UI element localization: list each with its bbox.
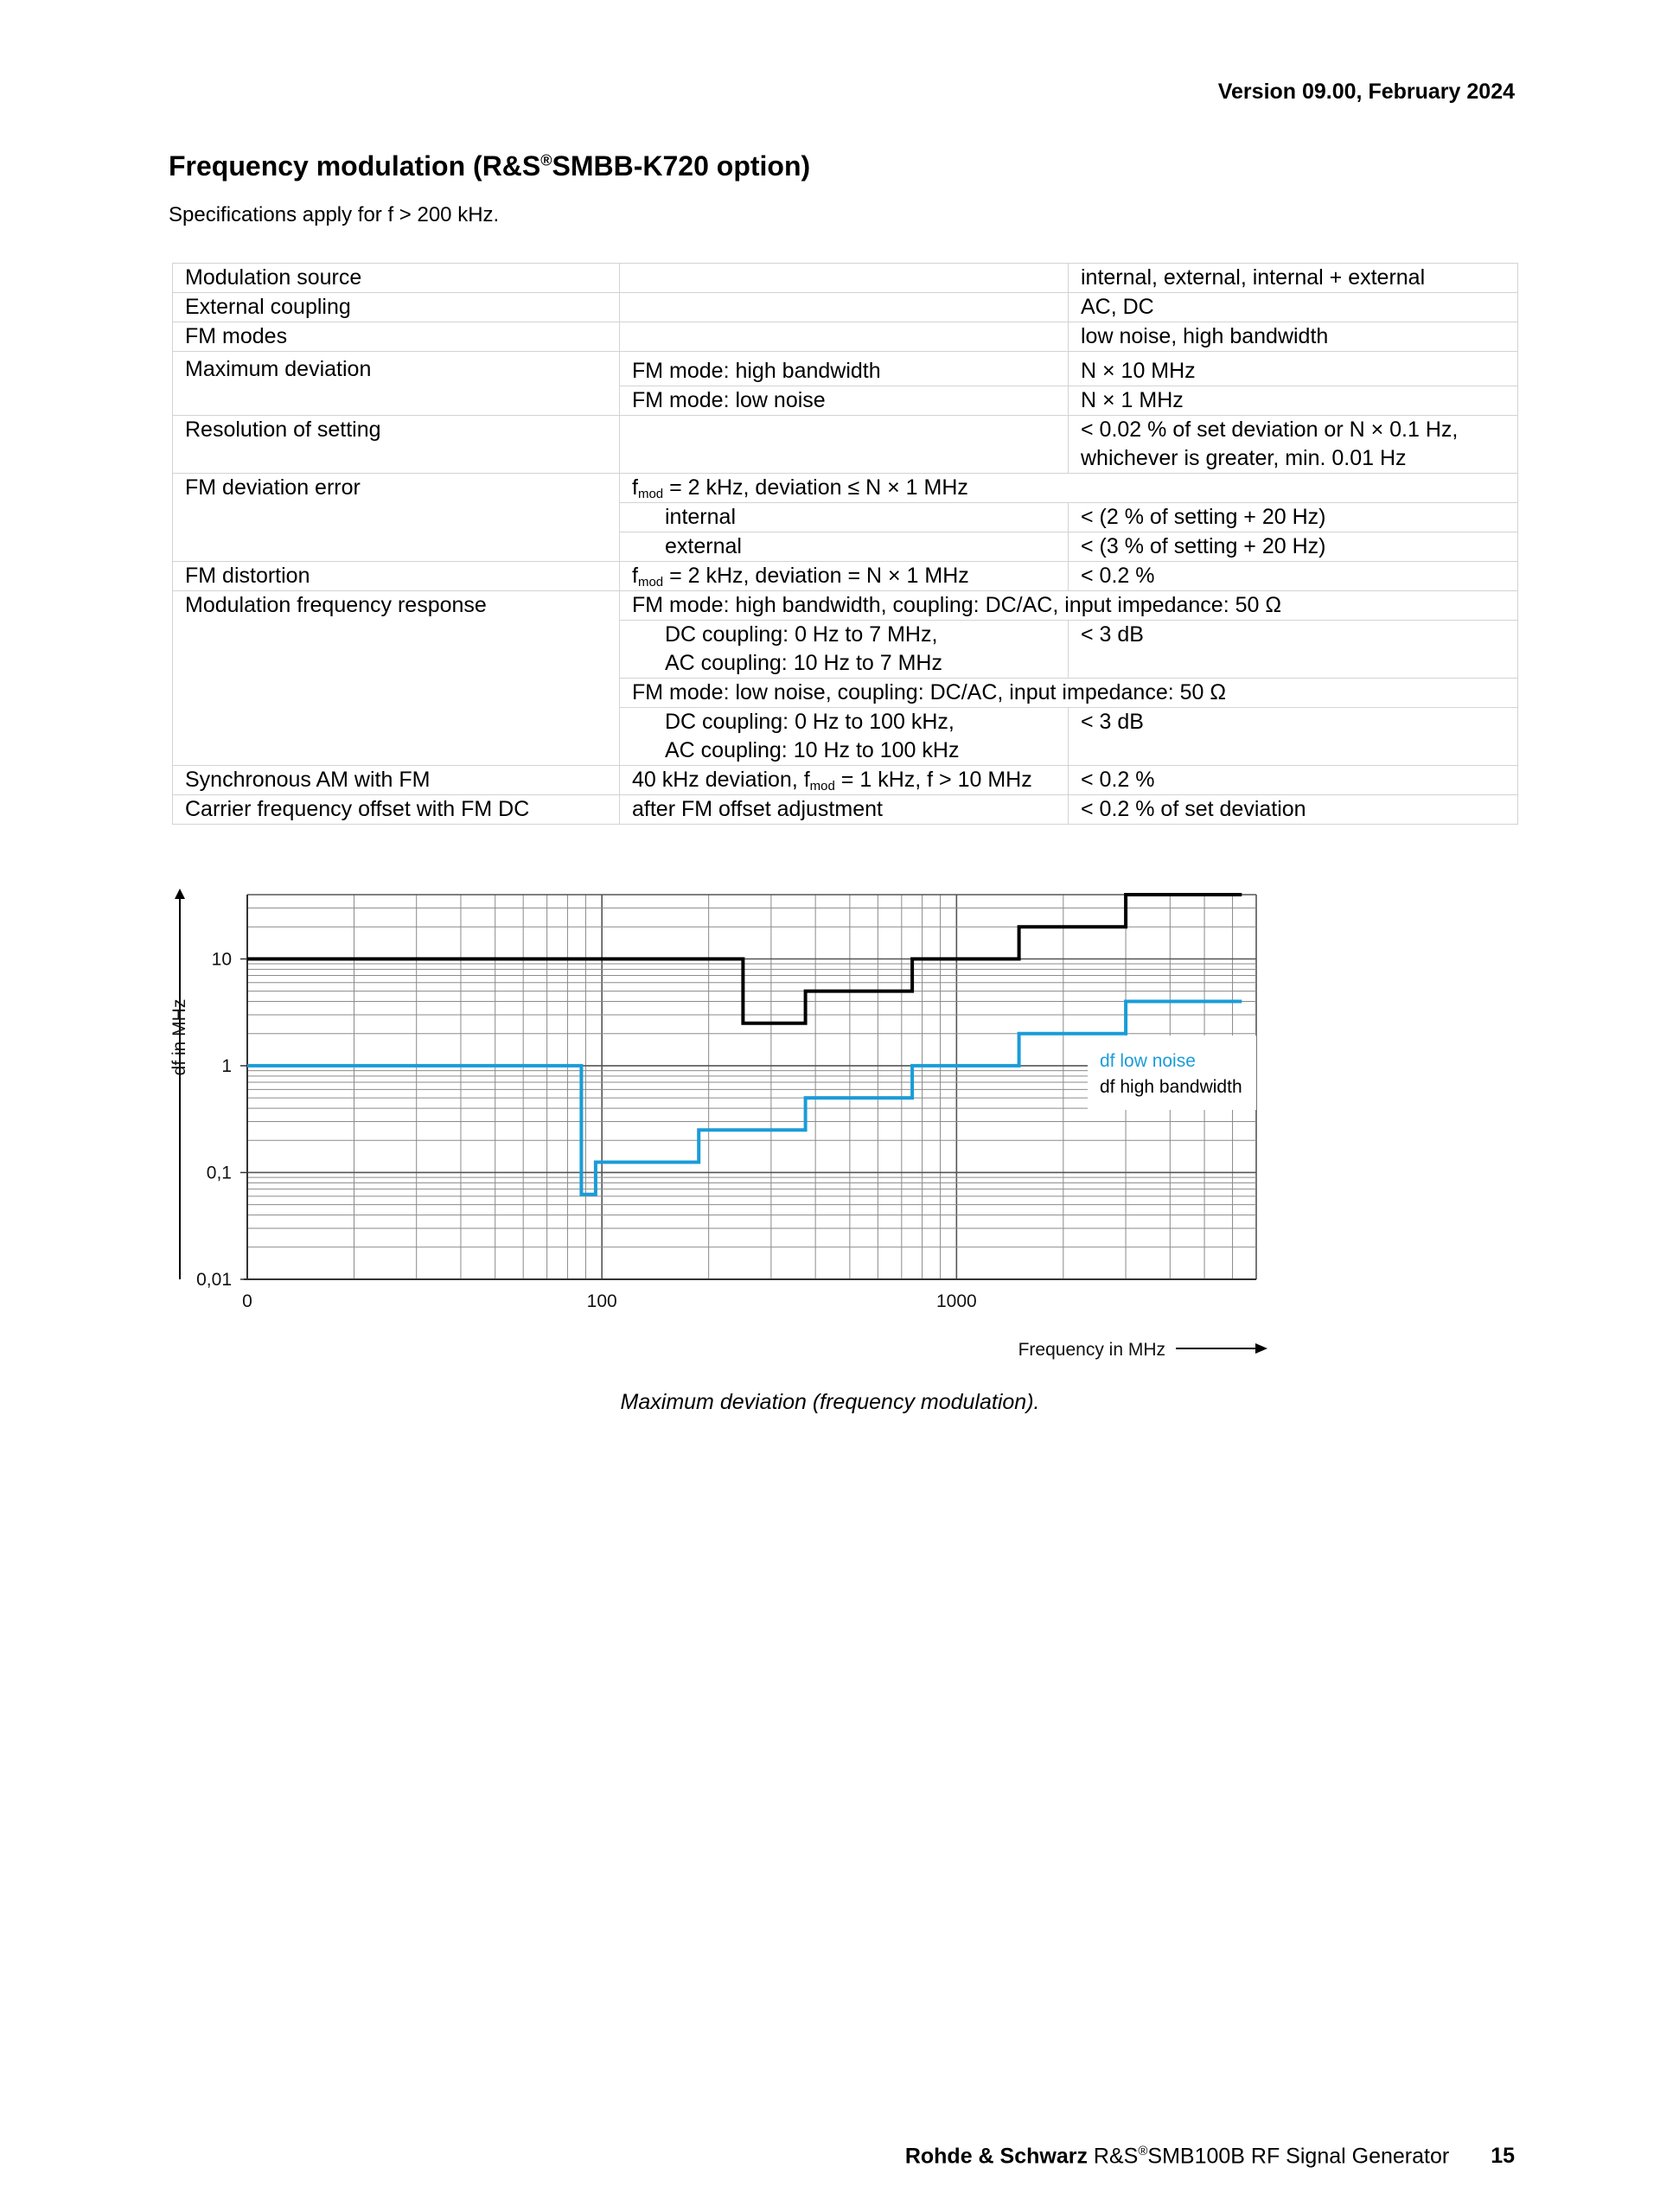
- condition-text: = 1 kHz, f > 10 MHz: [834, 768, 1032, 792]
- value-cell: < (2 % of setting + 20 Hz): [1069, 503, 1518, 532]
- param-cell: Synchronous AM with FM: [173, 766, 620, 795]
- y-axis-label: df in MHz: [169, 998, 189, 1076]
- condition-cell: [620, 708, 1069, 766]
- legend-low-noise: df low noise: [1100, 1051, 1196, 1071]
- value-cell: N × 10 MHz: [1069, 352, 1518, 386]
- y-arrow-head-icon: [175, 889, 185, 899]
- condition-text: 40 kHz deviation, f: [632, 768, 810, 792]
- legend-box: [1088, 1036, 1256, 1110]
- deviation-chart: [147, 873, 1288, 1374]
- footer-registered: ®: [1138, 2144, 1148, 2158]
- f-symbol: f: [632, 564, 638, 588]
- condition-cell: [620, 766, 1069, 795]
- value-cell: low noise, high bandwidth: [1069, 322, 1518, 352]
- condition-cell: internal: [620, 503, 1069, 532]
- legend-high-bandwidth: df high bandwidth: [1100, 1077, 1242, 1097]
- condition-cell: FM mode: low noise: [620, 386, 1069, 416]
- subscript: mod: [809, 779, 835, 794]
- param-cell: FM distortion: [173, 562, 620, 591]
- chart-legend: [1088, 1036, 1256, 1110]
- figure-caption: Maximum deviation (frequency modulation).: [620, 1390, 1040, 1414]
- y-tick-label: 0,1: [206, 1163, 232, 1183]
- version-label: Version 09.00, February 2024: [1217, 80, 1515, 104]
- condition-cell: [620, 322, 1069, 352]
- condition-line: AC coupling: 10 Hz to 7 MHz: [665, 651, 942, 675]
- x-axis-label: Frequency in MHz: [1018, 1340, 1165, 1360]
- condition-cell: after FM offset adjustment: [620, 795, 1069, 825]
- condition-cell: [620, 293, 1069, 322]
- footer-product-name: SMB100B RF Signal Generator: [1147, 2144, 1450, 2169]
- condition-cell: [620, 264, 1069, 293]
- table-row: [173, 474, 1518, 503]
- condition-line: AC coupling: 10 Hz to 100 kHz: [665, 738, 960, 762]
- table-row: [173, 562, 1518, 591]
- subscript: mod: [637, 575, 664, 590]
- condition-cell: [620, 562, 1069, 591]
- param-cell: Maximum deviation: [173, 352, 620, 416]
- value-line: whichever is greater, min. 0.01 Hz: [1081, 446, 1407, 470]
- condition-text: = 2 kHz, deviation = N × 1 MHz: [663, 564, 969, 588]
- table-row: [173, 591, 1518, 621]
- condition-cell: [620, 621, 1069, 679]
- table-row: [173, 264, 1518, 293]
- condition-cell: external: [620, 532, 1069, 562]
- value-cell: < 3 dB: [1069, 708, 1518, 766]
- value-cell: < 0.2 %: [1069, 562, 1518, 591]
- condition-cell: [620, 474, 1518, 503]
- y-tick-label: 0,01: [196, 1270, 232, 1290]
- param-cell: Modulation source: [173, 264, 620, 293]
- f-symbol: f: [632, 475, 638, 500]
- chart-tick-labels: [196, 949, 977, 1311]
- value-cell: < 0.2 %: [1069, 766, 1518, 795]
- value-cell: < (3 % of setting + 20 Hz): [1069, 532, 1518, 562]
- y-tick-label: 1: [221, 1055, 232, 1076]
- footer-brand: Rohde & Schwarz: [904, 2144, 1088, 2169]
- param-cell: Carrier frequency offset with FM DC: [173, 795, 620, 825]
- condition-cell: FM mode: low noise, coupling: DC/AC, input impedance: 50 Ω: [620, 679, 1518, 708]
- condition-line: DC coupling: 0 Hz to 7 MHz,: [665, 622, 938, 647]
- page-footer: [905, 2144, 1515, 2169]
- param-cell: External coupling: [173, 293, 620, 322]
- condition-cell: [620, 416, 1069, 474]
- intro-text: Specifications apply for f > 200 kHz.: [169, 203, 500, 226]
- table-row: [173, 322, 1518, 352]
- x-tick-label: 1000: [935, 1291, 977, 1311]
- footer-product: R&S: [1087, 2144, 1139, 2169]
- value-cell: AC, DC: [1069, 293, 1518, 322]
- value-cell: < 3 dB: [1069, 621, 1518, 679]
- value-cell: [1069, 416, 1518, 474]
- condition-cell: FM mode: high bandwidth, coupling: DC/AC, input impedance: 50 Ω: [620, 591, 1518, 621]
- condition-cell: FM mode: high bandwidth: [620, 352, 1069, 386]
- x-arrow-head-icon: [1255, 1343, 1267, 1354]
- value-cell: N × 1 MHz: [1069, 386, 1518, 416]
- table-row: [173, 795, 1518, 825]
- spec-table: [172, 263, 1518, 825]
- value-line: < 0.02 % of set deviation or N × 0.1 Hz,: [1081, 418, 1459, 442]
- param-cell: Resolution of setting: [173, 416, 620, 474]
- subscript: mod: [637, 487, 664, 501]
- x-tick-label: 0: [242, 1291, 252, 1311]
- table-row: [173, 766, 1518, 795]
- heading-text-start: Frequency modulation (R&S: [169, 150, 541, 182]
- param-cell: FM deviation error: [173, 474, 620, 562]
- condition-text: = 2 kHz, deviation ≤ N × 1 MHz: [663, 475, 968, 500]
- y-tick-label: 10: [211, 949, 232, 970]
- param-cell: FM modes: [173, 322, 620, 352]
- table-row: [173, 416, 1518, 474]
- section-heading: [169, 150, 810, 182]
- registered-mark: ®: [540, 151, 552, 169]
- value-cell: < 0.2 % of set deviation: [1069, 795, 1518, 825]
- condition-line: DC coupling: 0 Hz to 100 kHz,: [665, 710, 954, 734]
- param-cell: Modulation frequency response: [173, 591, 620, 766]
- page-number: 15: [1491, 2144, 1515, 2169]
- value-cell: internal, external, internal + external: [1069, 264, 1518, 293]
- table-row: [173, 352, 1518, 386]
- table-row: [173, 293, 1518, 322]
- x-tick-label: 100: [586, 1291, 617, 1311]
- heading-text-end: SMBB-K720 option): [552, 150, 811, 182]
